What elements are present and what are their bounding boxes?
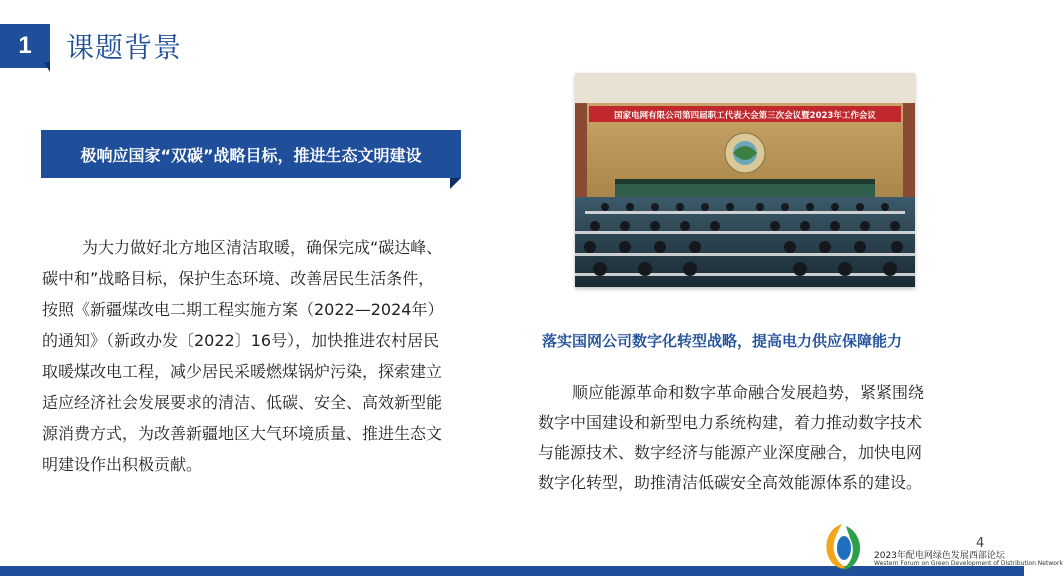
paragraph-line: 适应经济社会发展要求的清洁、低碳、安全、高效新型能 bbox=[42, 393, 443, 412]
paragraph-line: 按照《新疆煤改电二期工程实施方案（2022—2024年） bbox=[42, 300, 444, 319]
paragraph-line: 碳中和”战略目标，保护生态环境、改善居民生活条件， bbox=[42, 269, 435, 288]
section-number-box bbox=[0, 24, 50, 68]
forum-subtitle: Western Forum on Green Development of Distribution Network bbox=[874, 560, 1063, 567]
paragraph-line: 数字中国建设和新型电力系统构建，着力推动数字技术 bbox=[538, 413, 923, 432]
paragraph-line: 的通知》（新政办发〔2022〕16号），加快推进农村居民 bbox=[42, 331, 440, 350]
paragraph-line: 明建设作出积极贡献。 bbox=[42, 455, 203, 474]
banner-corner-accent bbox=[450, 178, 461, 189]
page-title: 课题背景 bbox=[66, 31, 183, 64]
footer-bar bbox=[0, 566, 1024, 576]
conference-photo bbox=[575, 73, 915, 287]
conference-photo-illustration bbox=[575, 73, 915, 287]
page-number: 4 bbox=[976, 536, 985, 551]
left-heading: 极响应国家“双碳”战略目标，推进生态文明建设 bbox=[80, 145, 422, 165]
paragraph-line: 顺应能源革命和数字革命融合发展趋势，紧紧围绕 bbox=[572, 383, 925, 402]
paragraph-line: 源消费方式，为改善新疆地区大气环境质量、推进生态文 bbox=[42, 424, 443, 443]
forum-logo-icon bbox=[820, 520, 866, 572]
paragraph-line: 数字化转型，助推清洁低碳安全高效能源体系的建设。 bbox=[538, 473, 923, 492]
section-number-tab bbox=[44, 62, 50, 72]
paragraph-line: 为大力做好北方地区清洁取暖，确保完成“碳达峰、 bbox=[82, 238, 443, 257]
right-heading: 落实国网公司数字化转型战略，提高电力供应保障能力 bbox=[542, 332, 903, 350]
left-paragraph bbox=[42, 232, 472, 480]
paragraph-line: 取暖煤改电工程，减少居民采暖燃煤锅炉污染，探索建立 bbox=[42, 362, 443, 381]
section-number: 1 bbox=[18, 32, 32, 59]
right-paragraph bbox=[538, 378, 968, 498]
left-heading-banner bbox=[41, 130, 461, 178]
forum-title: 2023年配电网绿色发展西部论坛 bbox=[874, 551, 1005, 561]
photo-banner-text: 国家电网有限公司第四届职工代表大会第三次会议暨2023年工作会议 bbox=[614, 111, 876, 121]
paragraph-line: 与能源技术、数字经济与能源产业深度融合，加快电网 bbox=[538, 443, 923, 462]
